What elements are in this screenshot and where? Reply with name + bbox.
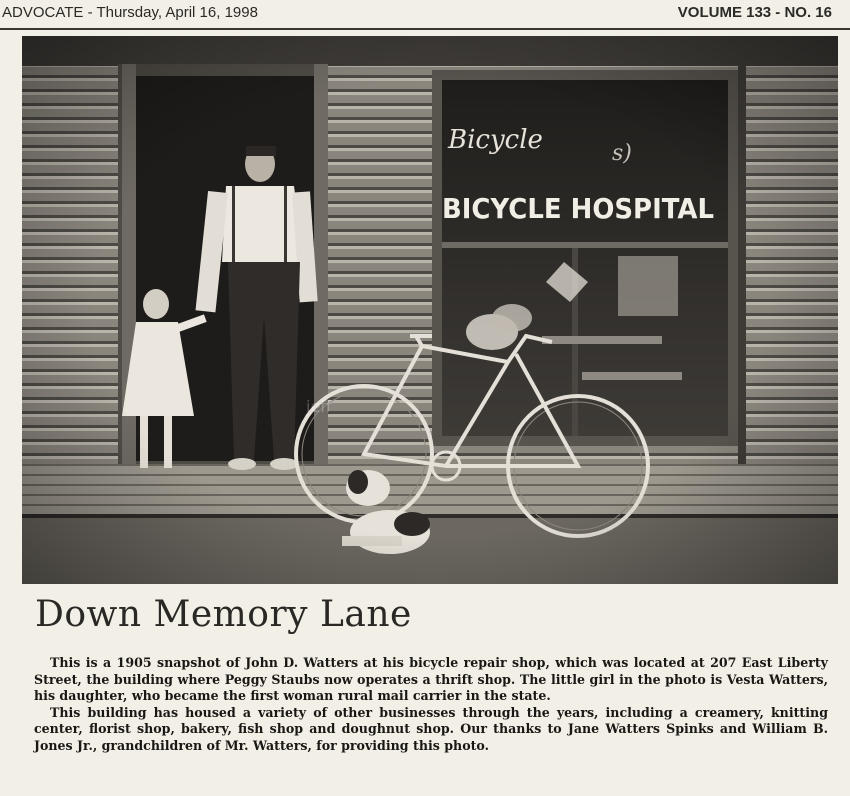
masthead-volume: VOLUME 133 - NO. 16 <box>677 4 832 21</box>
photo-illustration <box>22 36 838 584</box>
caption-paragraph-2: This building has housed a variety of other businesses through the years, including a creamery, knitting center, florist shop, bakery, fish shop and doughnut shop. Our thanks to Jane Watters Spinks and William B. Jones Jr., grandchildren of Mr. Watters, for providing this photo. <box>34 704 828 753</box>
article-headline: Down Memory Lane <box>35 594 412 635</box>
historic-photo <box>22 36 838 584</box>
masthead-date: ADVOCATE - Thursday, April 16, 1998 <box>2 4 258 21</box>
article-caption <box>34 655 828 755</box>
newspaper-masthead <box>0 0 850 30</box>
caption-paragraph-1: This is a 1905 snapshot of John D. Watters at his bicycle repair shop, which was located at 207 East Liberty Street, the building where Peggy Staubs now operates a thrift shop. The little girl in the photo is Vesta Watters, his daughter, who became the first woman rural mail carrier in the state. <box>34 655 828 704</box>
